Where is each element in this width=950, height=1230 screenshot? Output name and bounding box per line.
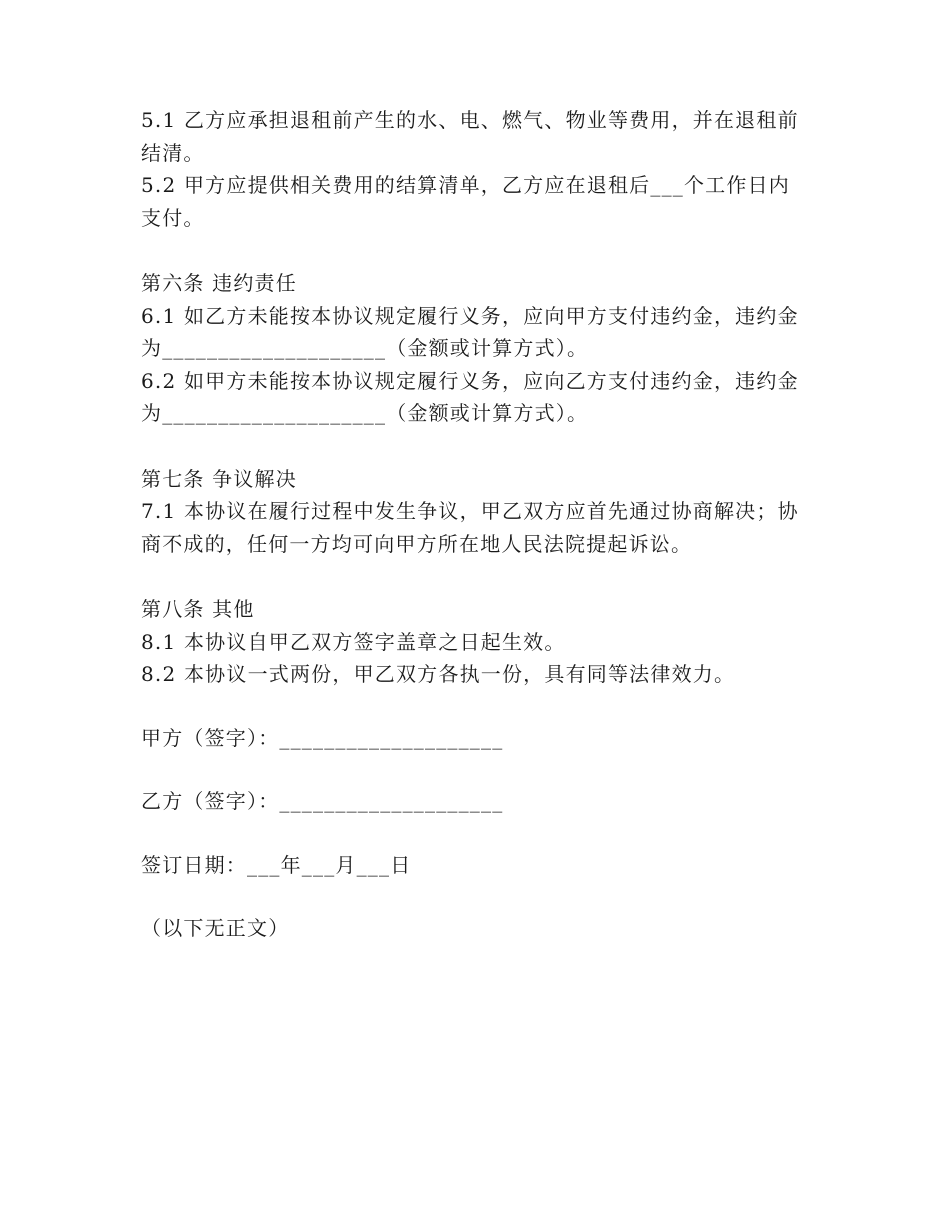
paragraph-gap	[141, 818, 811, 849]
end-of-text-note: （以下无正文）	[141, 916, 290, 941]
article-7-title: 第七条 争议解决	[141, 466, 297, 491]
party-a-signature-line: 甲方（签字）：____________________	[141, 725, 504, 750]
paragraph-gap	[141, 754, 811, 785]
party-b-signature-line: 乙方（签字）：____________________	[141, 789, 504, 814]
article-6-title: 第六条 违约责任	[141, 270, 297, 295]
paragraph-gap	[141, 430, 811, 463]
paragraph-gap	[141, 881, 811, 912]
clause-6-1: 6.1 如乙方未能按本协议规定履行义务，应向甲方支付违约金，违约金为____________________（金额或计算方式）。	[141, 303, 799, 361]
paragraph-gap	[141, 691, 811, 722]
clause-6-2: 6.2 如甲方未能按本协议规定履行义务，应向乙方支付违约金，违约金为____________________（金额或计算方式）。	[141, 368, 799, 426]
paragraph-gap	[141, 560, 811, 593]
article-8-title: 第八条 其他	[141, 596, 255, 621]
clause-5-2: 5.2 甲方应提供相关费用的结算清单，乙方应在退租后___个工作日内支付。	[141, 173, 790, 230]
clause-7-1: 7.1 本协议在履行过程中发生争议，甲乙双方应首先通过协商解决；协商不成的，任何一方均可向甲方所在地人民法院提起诉讼。	[141, 499, 799, 556]
clause-8-1: 8.1 本协议自甲乙双方签字盖章之日起生效。	[141, 629, 566, 654]
document-page	[141, 104, 811, 945]
clause-5-1: 5.1 乙方应承担退租前产生的水、电、燃气、物业等费用，并在退租前结清。	[141, 108, 799, 165]
signing-date-line: 签订日期：___年___月___日	[141, 852, 412, 877]
clause-8-2: 8.2 本协议一式两份，甲乙双方各执一份，具有同等法律效力。	[141, 662, 736, 687]
paragraph-gap	[141, 234, 811, 267]
